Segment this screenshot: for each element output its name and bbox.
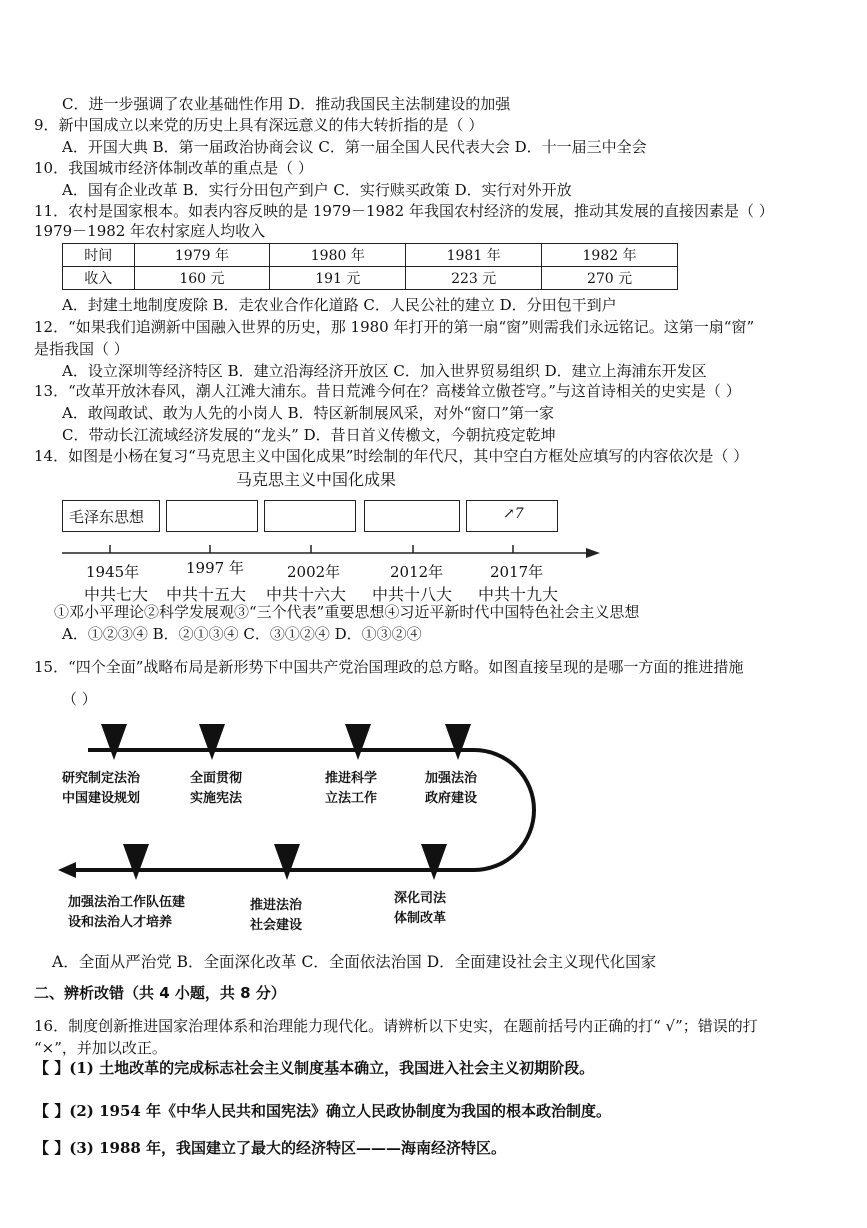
- q9-stem: 9．新中国成立以来党的历史上具有深远意义的伟大转折指的是（ ）: [34, 116, 484, 134]
- table-cell: 270 元: [542, 267, 678, 290]
- timeline-year: 2017年: [490, 563, 544, 581]
- flow-step-line: 加强法治工作队伍建: [68, 895, 186, 910]
- table-cell: 1980 年: [270, 244, 406, 267]
- section-2-heading: 二、辨析改错（共 4 小题，共 8 分）: [34, 984, 286, 1002]
- table-cell: 191 元: [270, 267, 406, 290]
- q16-item-2: 【 】(2) 1954 年《中华人民共和国宪法》确立人民政协制度为我国的根本政治制度。: [34, 1102, 612, 1120]
- q15-options: A．全面从严治党 B．全面深化改革 C．全面依法治国 D．全面建设社会主义现代化国家: [52, 953, 657, 971]
- q16-stem: 16．制度创新推进国家治理体系和治理能力现代化。请辨析以下史实，在题前括号内正确的打“ √”；错误的打: [34, 1017, 758, 1035]
- timeline-box-1-label: 毛泽东思想: [69, 508, 145, 526]
- flow-step-line: 中国建设规划: [62, 791, 141, 806]
- timeline-congress: 中共十九大: [478, 585, 559, 604]
- flow-step-line: 推进科学: [325, 771, 378, 786]
- q16-item-1: 【 】(1) 土地改革的完成标志社会主义制度基本确立，我国进入社会主义初期阶段。: [34, 1059, 595, 1077]
- timeline-congress: 中共十八大: [372, 585, 453, 604]
- flow-step-line: 设和法治人才培养: [68, 915, 173, 930]
- flow-step: [68, 893, 185, 933]
- table-header-cell: 时间: [63, 244, 135, 267]
- flow-step-line: 全面贯彻: [190, 771, 243, 786]
- q9-options: A．开国大典 B．第一届政治协商会议 C．第一届全国人民代表大会 D．十一届三中全会: [62, 138, 647, 156]
- q12-options: A．设立深圳等经济特区 B．建立沿海经济开放区 C．加入世界贸易组织 D．建立上海浦东开发区: [62, 362, 707, 380]
- flow-step: [425, 769, 477, 809]
- q13-options-ab: A．敢闯敢试、敢为人先的小岗人 B．特区新制展风采，对外“窗口”第一家: [62, 404, 554, 422]
- flow-step-line: 立法工作: [325, 791, 378, 806]
- q12-stem-cont: 是指我国（ ）: [34, 340, 129, 358]
- table-cell: 1979 年: [134, 244, 270, 267]
- flow-step-line: 政府建设: [425, 791, 478, 806]
- flow-step: [190, 769, 242, 809]
- q15-stem: 15．“四个全面”战略布局是新形势下中国共产党治国理政的总方略。如图直接呈现的是哪一方面的推进措施: [34, 658, 744, 676]
- table-cell: 1981 年: [406, 244, 542, 267]
- flow-step-line: 实施宪法: [190, 791, 243, 806]
- flow-step-line: 社会建设: [250, 918, 303, 933]
- flow-step-line: 推进法治: [250, 898, 303, 913]
- flow-step: [250, 896, 302, 936]
- flow-step: [325, 769, 377, 809]
- q10-options: A．国有企业改革 B．实行分田包产到户 C．实行赎买政策 D．实行对外开放: [62, 181, 572, 199]
- flow-step-line: 深化司法: [394, 891, 447, 906]
- table-cell: 1982 年: [542, 244, 678, 267]
- q16-stem-cont: “×”，并加以改正。: [34, 1039, 167, 1057]
- q15-answer-paren: （ ）: [62, 690, 97, 708]
- flow-step: [62, 769, 140, 809]
- timeline-year: 2002年: [287, 563, 341, 581]
- timeline-axis: [0, 0, 867, 600]
- q8-options-cd: C．进一步强调了农业基础性作用 D．推动我国民主法制建设的加强: [62, 95, 511, 113]
- q14-options: A．①②③④ B．②①③④ C．③①②④ D．①③②④: [62, 625, 422, 643]
- flow-step-line: 研究制定法治: [62, 771, 141, 786]
- q14-items: ①邓小平理论②科学发展观③“三个代表”重要思想④习近平新时代中国特色社会主义思想: [54, 603, 640, 621]
- handwritten-mark: ↗7: [503, 506, 524, 522]
- table-header-cell: 收入: [63, 267, 135, 290]
- timeline-title: 马克思主义中国化成果: [236, 470, 397, 489]
- timeline-year: 2012年: [390, 563, 444, 581]
- flow-step-line: 体制改革: [394, 911, 447, 926]
- table-cell: 223 元: [406, 267, 542, 290]
- timeline-congress: 中共十五大: [166, 585, 247, 604]
- q16-item-3: 【 】(3) 1988 年，我国建立了最大的经济特区———海南经济特区。: [34, 1139, 507, 1157]
- q11-options: A．封建土地制度废除 B．走农业合作化道路 C．人民公社的建立 D．分田包干到户: [62, 296, 617, 314]
- timeline-congress: 中共七大: [84, 585, 149, 604]
- q13-stem: 13．“改革开放沐春风，潮人江滩大浦东。昔日荒滩今何在？高楼耸立傲苍穹。”与这首诗相关的史实是（ ）: [34, 382, 741, 400]
- q10-stem: 10．我国城市经济体制改革的重点是（ ）: [34, 159, 313, 177]
- timeline-year: 1997 年: [186, 559, 244, 577]
- flow-step-line: 加强法治: [425, 771, 478, 786]
- q11-stem: 11．农村是国家根本。如表内容反映的是 1979－1982 年我国农村经济的发展，推动其发展的直接因素是（ ）: [34, 202, 774, 220]
- timeline-congress: 中共十六大: [266, 585, 347, 604]
- timeline-year: 1945年: [86, 563, 140, 581]
- q13-options-cd: C．带动长江流域经济发展的“龙头” D．昔日首义传檄文，今朝抗疫定乾坤: [62, 426, 556, 444]
- q11-table-caption: 1979－1982 年农村家庭人均收入: [34, 222, 266, 240]
- q14-stem: 14．如图是小杨在复习“马克思主义中国化成果”时绘制的年代尺，其中空白方框处应填写的内容依次是（ ）: [34, 447, 749, 465]
- q12-stem: 12．“如果我们追溯新中国融入世界的历史，那 1980 年打开的第一扇“窗”则需我们永远铭记。这第一扇“窗”: [34, 318, 755, 336]
- table-cell: 160 元: [134, 267, 270, 290]
- flow-step: [394, 889, 446, 929]
